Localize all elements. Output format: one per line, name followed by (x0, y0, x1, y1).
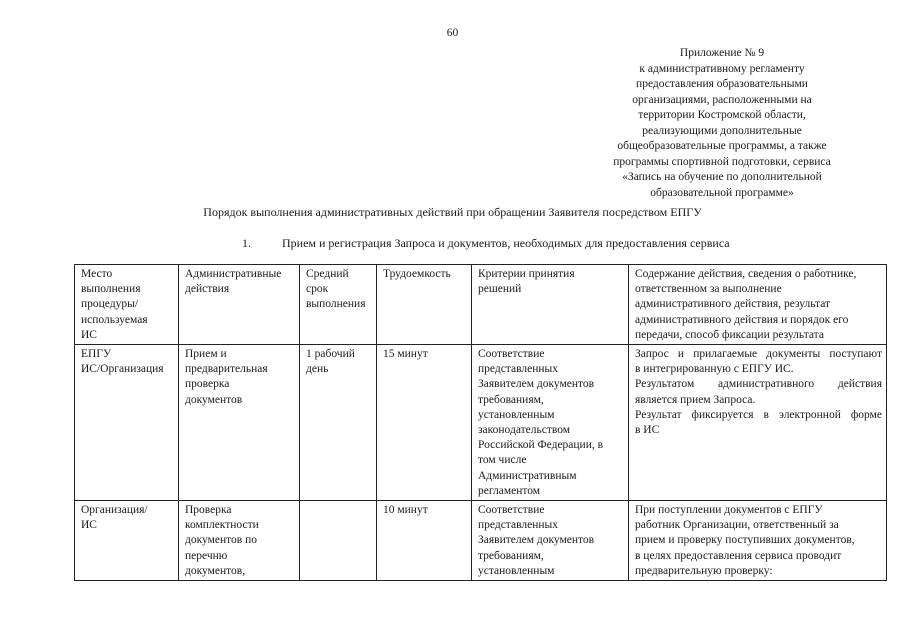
cell-line: Заявителем документов (478, 534, 595, 547)
appendix-line: «Запись на обучение по дополнительной (622, 171, 822, 183)
cell-line: выполнения (306, 298, 366, 311)
cell-line: ответственном за выполнение (635, 283, 782, 296)
cell-line: Трудоемкость (383, 268, 451, 280)
cell-line: документов по (185, 534, 257, 547)
cell-line: является прием Запроса. (635, 393, 756, 406)
cell-line: Средний (306, 268, 349, 280)
header-cell-place (75, 265, 179, 345)
cell-labor (377, 345, 472, 501)
appendix-line: программы спортивной подготовки, сервиса (613, 155, 831, 168)
page-number: 60 (446, 27, 459, 39)
cell-line: Результатом административного действия (635, 378, 882, 391)
cell-line: используемая (81, 313, 148, 326)
cell-criteria (472, 501, 629, 581)
cell-line: При поступлении документов с ЕПГУ (635, 504, 823, 517)
cell-line: в интегрированную с ЕПГУ ИС. (635, 363, 794, 376)
cell-line: ИС (81, 328, 97, 341)
cell-line: регламентом (478, 484, 541, 497)
cell-line: документов, (185, 564, 246, 577)
cell-line: Критерии принятия (478, 268, 575, 280)
appendix-line: к административному регламенту (639, 62, 805, 75)
cell-line: документов (185, 393, 243, 406)
cell-line: комплектности (185, 519, 259, 532)
cell-term (300, 501, 377, 581)
appendix-line: Приложение № 9 (679, 47, 765, 59)
appendix-line: территории Костромской области, (638, 109, 806, 121)
header-cell-criteria (472, 265, 629, 345)
header-cell-action (179, 265, 300, 345)
cell-line: в целях предоставления сервиса проводит (635, 549, 842, 562)
procedure-table (74, 264, 887, 581)
appendix-line: предоставления образовательными (636, 78, 808, 90)
appendix-block (596, 46, 848, 201)
cell-line: Соответствие (478, 348, 545, 361)
header-cell-content (629, 265, 887, 345)
appendix-line: реализующими дополнительные (642, 124, 802, 137)
cell-line: 15 минут (383, 348, 428, 361)
cell-line: установленным (478, 564, 555, 577)
cell-content (629, 345, 887, 501)
cell-line: ЕПГУ (81, 348, 112, 361)
cell-content (629, 501, 887, 581)
appendix-line: общеобразовательные программы, а также (617, 140, 827, 152)
appendix-line: образовательной программе» (650, 186, 794, 199)
cell-line: предварительную проверку: (635, 564, 773, 577)
cell-action (179, 345, 300, 501)
section-heading (242, 236, 730, 251)
header-cell-term (300, 265, 377, 345)
cell-line: срок (306, 283, 329, 296)
header-cell-labor (377, 265, 472, 345)
cell-line: ИС (81, 519, 97, 532)
cell-line: требованиям, (478, 549, 544, 562)
cell-line: Содержание действия, сведения о работнике, (635, 268, 857, 280)
cell-action (179, 501, 300, 581)
cell-line: перечню (185, 549, 228, 562)
cell-line: решений (478, 283, 522, 296)
cell-line: Заявителем документов (478, 378, 595, 391)
cell-place (75, 501, 179, 581)
cell-line: проверка (185, 378, 230, 391)
table-header-row (75, 265, 887, 345)
cell-place (75, 345, 179, 501)
cell-line: том числе (478, 454, 527, 467)
cell-line: работник Организации, ответственный за (635, 519, 839, 532)
cell-line: требованиям, (478, 393, 544, 406)
cell-line: Проверка (185, 504, 232, 517)
cell-line: 1 рабочий (306, 348, 355, 361)
cell-line: 10 минут (383, 504, 428, 517)
cell-line: предварительная (185, 363, 268, 376)
section-text: Прием и регистрация Запроса и документов, необходимых для предоставления сервиса (282, 236, 730, 250)
table-row (75, 345, 887, 501)
cell-line: Административные (185, 268, 282, 280)
appendix-line: организациями, расположенными на (632, 93, 812, 106)
cell-line: действия (185, 283, 230, 296)
cell-line: день (306, 363, 329, 376)
cell-line: представленных (478, 519, 558, 532)
cell-line: прием и проверку поступивших документов, (635, 534, 855, 547)
cell-line: административного действия и порядок его (635, 313, 849, 326)
cell-line: Соответствие (478, 504, 545, 517)
cell-line: установленным (478, 408, 555, 421)
cell-line: в ИС (635, 424, 660, 437)
cell-line: Место (81, 268, 113, 280)
cell-line: ИС/Организация (81, 363, 164, 376)
cell-line: представленных (478, 363, 558, 376)
document-title: Порядок выполнения административных действий при обращении Заявителя посредством ЕПГУ (203, 205, 702, 219)
cell-line: Административным (478, 469, 577, 482)
cell-line: административного действия, результат (635, 298, 831, 311)
cell-line: Прием и (185, 348, 227, 361)
cell-line: Результат фиксируется в электронной форме (635, 408, 882, 421)
cell-line: Российской Федерации, в (478, 439, 604, 452)
table-row (75, 501, 887, 581)
cell-term (300, 345, 377, 501)
cell-line: передачи, способ фиксации результата (635, 328, 824, 341)
cell-line: законодательством (478, 424, 571, 437)
cell-criteria (472, 345, 629, 501)
cell-line: выполнения (81, 283, 141, 296)
cell-labor (377, 501, 472, 581)
cell-line: Организация/ (81, 504, 148, 517)
cell-line: процедуры/ (81, 298, 139, 311)
section-number: 1. (242, 236, 251, 250)
cell-line: Запрос и прилагаемые документы поступают (635, 348, 882, 361)
